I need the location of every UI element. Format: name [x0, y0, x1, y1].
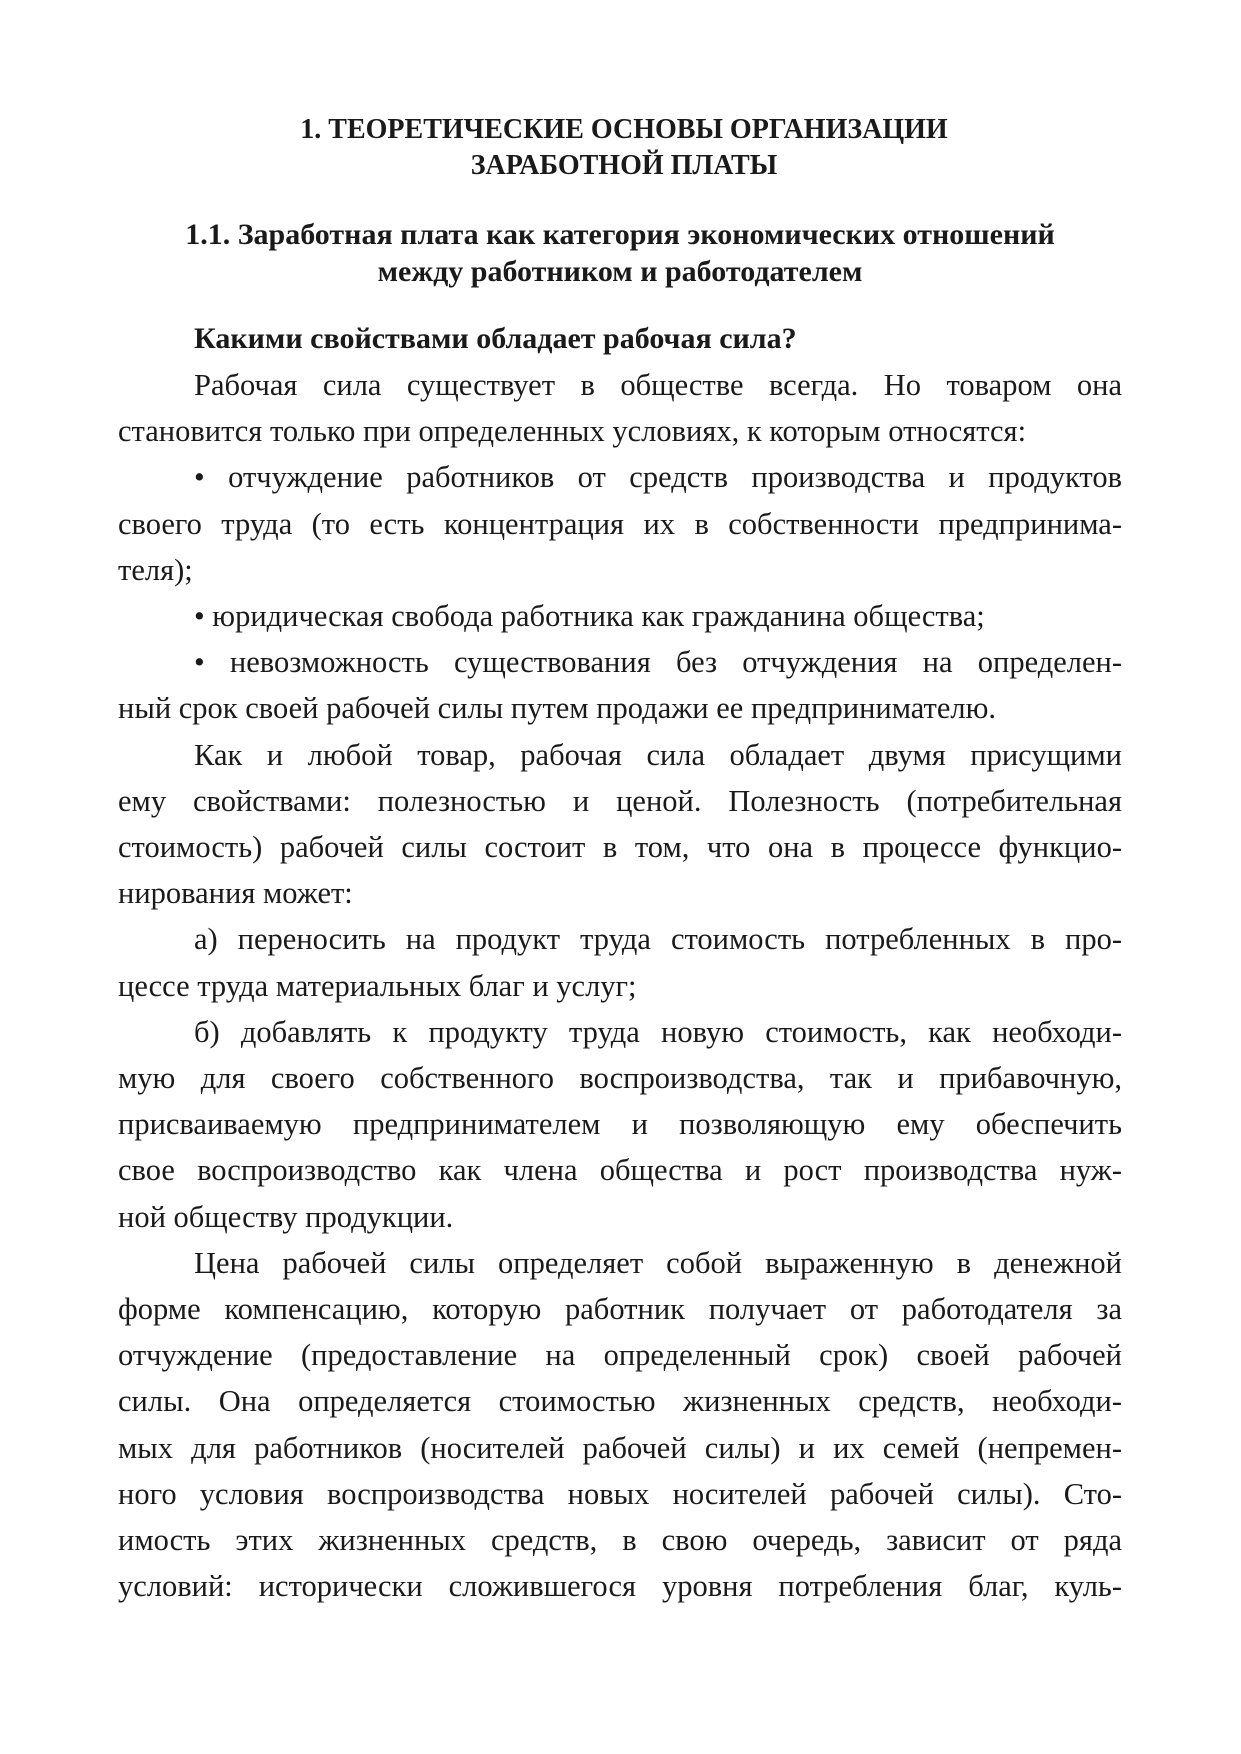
text-line: ный срок своей рабочей силы путем продажи ее предпринимателю.	[118, 691, 997, 726]
text-line: нирования может:	[118, 876, 353, 911]
text-line: ного условия воспроизводства новых носителей рабочей силы). Сто-	[118, 1476, 1122, 1511]
text-line: • невозможность существования без отчуждения на определен-	[194, 645, 1122, 680]
paragraph	[118, 916, 1122, 1008]
paragraph	[118, 639, 1122, 731]
section-title	[118, 216, 1122, 290]
document-page	[118, 112, 1122, 1609]
paragraph	[118, 593, 1122, 639]
paragraph	[118, 1009, 1122, 1240]
chapter-title-line: ЗАРАБОТНОЙ ПЛАТЫ	[470, 150, 778, 181]
text-line: мую для своего собственного воспроизводства, так и прибавочную,	[118, 1061, 1122, 1096]
text-line: • отчуждение работников от средств производства и продуктов	[194, 460, 1122, 495]
chapter-title-line: 1. ТЕОРЕТИЧЕСКИЕ ОСНОВЫ ОРГАНИЗАЦИИ	[300, 114, 948, 145]
body-text	[118, 362, 1122, 1609]
text-line: Цена рабочей силы определяет собой выраженную в денежной	[194, 1245, 1122, 1280]
text-line: б) добавлять к продукту труда новую стоимость, как необходи-	[194, 1014, 1122, 1049]
text-line: мых для работников (носителей рабочей силы) и их семей (непремен-	[118, 1430, 1122, 1465]
text-line: свое воспроизводство как члена общества и рост производства нуж-	[118, 1153, 1122, 1188]
text-line: становится только при определенных условиях, к которым относятся:	[118, 414, 1027, 449]
paragraph	[118, 1240, 1122, 1610]
text-line: теля);	[118, 552, 193, 587]
paragraph	[118, 454, 1122, 593]
text-line: • юридическая свобода работника как гражданина общества;	[194, 599, 985, 634]
question-heading: Какими свойствами обладает рабочая сила?	[194, 322, 797, 355]
text-line: имость этих жизненных средств, в свою очередь, зависит от ряда	[118, 1523, 1122, 1558]
paragraph	[118, 362, 1122, 454]
text-line: отчуждение (предоставление на определенный срок) своей рабочей	[118, 1338, 1122, 1373]
text-line: силы. Она определяется стоимостью жизненных средств, необходи-	[118, 1384, 1122, 1419]
text-line: ему свойствами: полезностью и ценой. Полезность (потребительная	[118, 783, 1122, 818]
text-line: присваиваемую предпринимателем и позволяющую ему обеспечить	[118, 1107, 1122, 1142]
text-line: а) переносить на продукт труда стоимость потребленных в про-	[194, 922, 1122, 957]
text-line: стоимость) рабочей силы состоит в том, что она в процессе функцио-	[118, 830, 1122, 865]
section-title-line: между работником и работодателем	[377, 255, 863, 288]
text-line: Как и любой товар, рабочая сила обладает двумя присущими	[194, 737, 1122, 772]
text-line: Рабочая сила существует в обществе всегда. Но товаром она	[194, 368, 1122, 402]
text-line: своего труда (то есть концентрация их в собственности предпринима-	[118, 506, 1122, 541]
text-line: условий: исторически сложившегося уровня потребления благ, куль-	[118, 1569, 1122, 1604]
text-line: цессе труда материальных благ и услуг;	[118, 968, 637, 1003]
section-title-line: 1.1. Заработная плата как категория экономических отношений	[185, 218, 1055, 251]
text-line: форме компенсацию, которую работник получает от работодателя за	[118, 1292, 1122, 1327]
paragraph	[118, 732, 1122, 917]
chapter-title	[118, 112, 1122, 184]
text-line: ной обществу продукции.	[118, 1199, 454, 1234]
